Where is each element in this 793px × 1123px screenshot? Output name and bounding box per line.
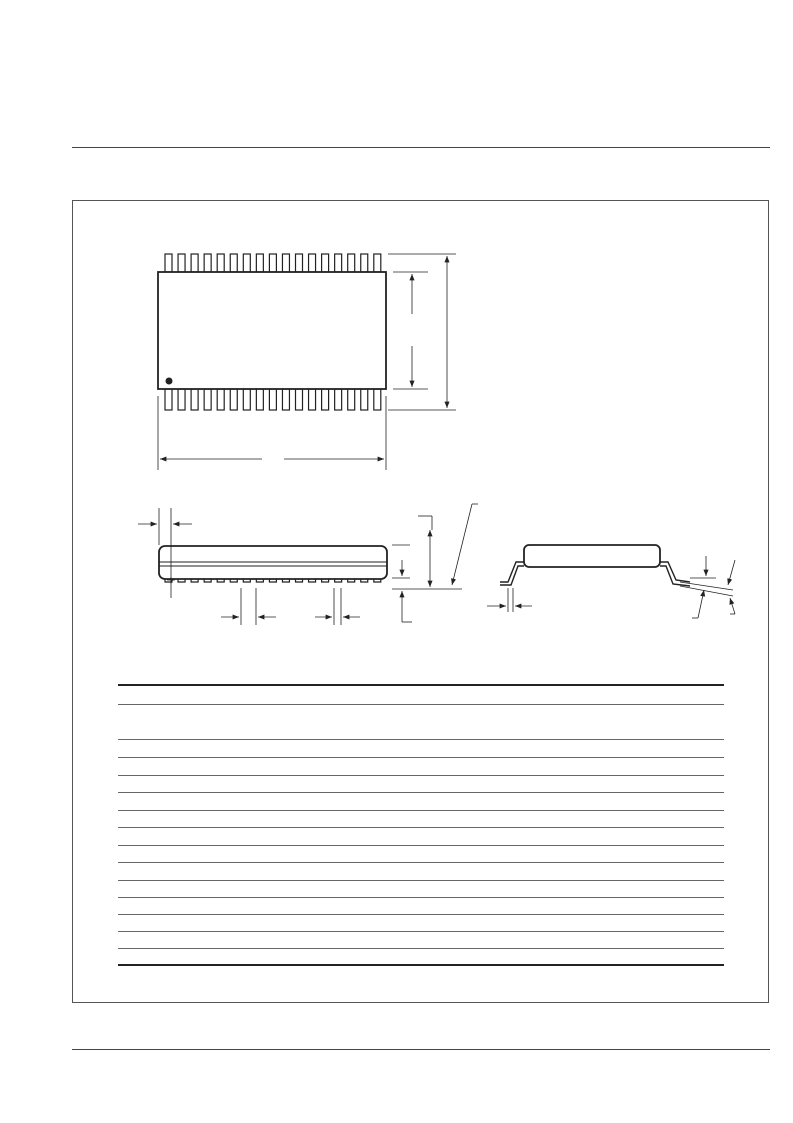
table-row	[118, 897, 724, 898]
bottom-pin	[256, 389, 263, 410]
bottom-pin	[361, 389, 368, 410]
top-view	[158, 254, 456, 470]
table-row	[118, 827, 724, 828]
bottom-pin	[230, 389, 237, 410]
pin-1-dot	[166, 378, 173, 385]
top-pin	[243, 254, 250, 272]
right-lead	[660, 562, 690, 582]
top-pin	[269, 254, 276, 272]
bottom-pin	[217, 389, 224, 410]
top-pin	[217, 254, 224, 272]
table-bottom-rule	[118, 964, 724, 966]
top-pin	[204, 254, 211, 272]
package-body	[158, 272, 386, 389]
table-row	[118, 845, 724, 846]
top-pin	[361, 254, 368, 272]
table-top-rule	[118, 684, 724, 686]
top-pin	[230, 254, 237, 272]
bottom-pin	[204, 389, 211, 410]
top-pin	[322, 254, 329, 272]
top-pin	[191, 254, 198, 272]
top-pin	[296, 254, 303, 272]
table-row	[118, 931, 724, 932]
bottom-pin	[191, 389, 198, 410]
bottom-pin	[309, 389, 316, 410]
top-pin	[309, 254, 316, 272]
bottom-pin	[335, 389, 342, 410]
bottom-pin	[178, 389, 185, 410]
table-row	[118, 739, 724, 740]
top-pin	[165, 254, 172, 272]
bottom-pin	[243, 389, 250, 410]
top-pin-row	[165, 254, 381, 272]
table-row	[118, 948, 724, 949]
bottom-pin-row	[165, 389, 381, 410]
bottom-pin	[348, 389, 355, 410]
table-row	[118, 862, 724, 863]
table-row	[118, 810, 724, 811]
bottom-pin	[269, 389, 276, 410]
table-row	[118, 914, 724, 915]
bottom-pin	[165, 389, 172, 410]
top-pin	[178, 254, 185, 272]
left-lead	[500, 562, 524, 582]
table-row	[118, 880, 724, 881]
table-row	[118, 757, 724, 758]
bottom-pin	[282, 389, 289, 410]
end-view	[487, 545, 735, 618]
end-body	[524, 545, 660, 567]
table-row	[118, 775, 724, 776]
side-view	[138, 504, 478, 625]
bottom-pin	[374, 389, 381, 410]
table-row	[118, 792, 724, 793]
top-pin	[374, 254, 381, 272]
top-pin	[256, 254, 263, 272]
top-pin	[282, 254, 289, 272]
seating-plane-leader	[452, 504, 472, 585]
bottom-pin	[296, 389, 303, 410]
top-pin	[335, 254, 342, 272]
top-pin	[348, 254, 355, 272]
bottom-pin	[322, 389, 329, 410]
table-header-rule	[118, 704, 724, 705]
